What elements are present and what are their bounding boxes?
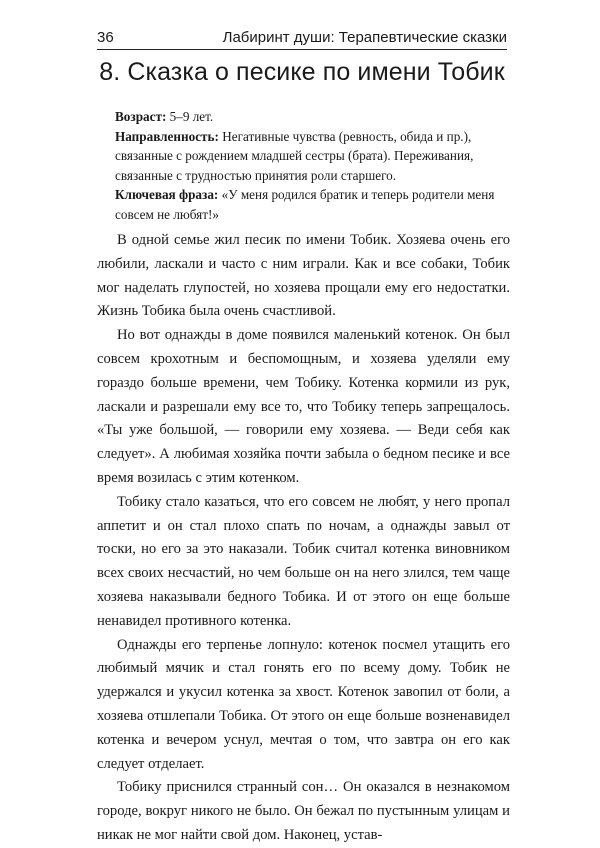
story-body — [97, 229, 510, 848]
direction-value: Негативные чувства (ревность, обида и пр.), связанные с рождением младшей сестры (брата). Переживания, связанные с трудностью принятия роли старшего. — [115, 128, 474, 183]
chapter-title: 8. Сказка о песике по имени Тобик — [99, 58, 505, 86]
story-paragraph: Тобику приснился странный сон… Он оказался в незнакомом городе, вокруг никого не было. Он бежал по пустынным улицам и никак не мог найти свой дом. Наконец, устав- — [97, 779, 510, 843]
running-title: Лабиринт души: Терапевтические сказки — [222, 29, 507, 46]
header-rule — [97, 49, 507, 50]
direction-label: Направленность: — [115, 128, 219, 144]
page-number: 36 — [97, 29, 114, 46]
story-metadata — [115, 107, 510, 224]
key-phrase-label: Ключевая фраза: — [115, 187, 219, 202]
story-paragraph: Однажды его терпенье лопнуло: котенок посмел утащить его любимый мячик и стал гонять его по всему дому. Тобик не удержался и укусил котенка за хвост. Котенок завопил от боли, а хозяева отшлепали Тобика. От этого он еще больше возненавидел котенка и вечером уснул, мечтая о том, что завтра он его как следует отделает. — [97, 636, 510, 772]
story-paragraph: Но вот однажды в доме появился маленький котенок. Он был совсем крохотным и беспомощным, и хозяева уделяли ему гораздо больше времени, чем Тобику. Котенка кормили из рук, ласкали и разрешали ему все то, что Тобику теперь запрещалось. «Ты уже большой, — говорили ему хозяева. — Веди себя как следует». А любимая хозяйка почти забыла о бедном песике и все время возилась с этим котенком. — [97, 327, 510, 486]
direction-line — [115, 127, 510, 186]
story-paragraph: Тобику стало казаться, что его совсем не любят, у него пропал аппетит и он стал плохо спать по ночам, а однажды завыл от тоски, но его за это наказали. Тобик считал котенка виновником всех своих несчастий, но чем больше он на него злился, тем чаще хозяева наказывали бедного Тобика. И от этого он еще больше ненавидел противного котенка. — [97, 493, 510, 629]
story-paragraph: В одной семье жил песик по имени Тобик. Хозяева очень его любили, ласкали и часто с ним играли. Как и все собаки, Тобик мог наделать глупостей, но хозяева прощали ему его недостатки. Жизнь Тобика была очень счастливой. — [97, 232, 510, 320]
key-phrase-line — [115, 185, 510, 224]
age-line — [115, 107, 510, 127]
age-label: Возраст: — [115, 109, 167, 124]
key-phrase-value: «У меня родился братик и теперь родители меня совсем не любят!» — [115, 187, 495, 222]
page-header — [97, 20, 507, 50]
age-value: 5–9 лет. — [169, 109, 214, 124]
